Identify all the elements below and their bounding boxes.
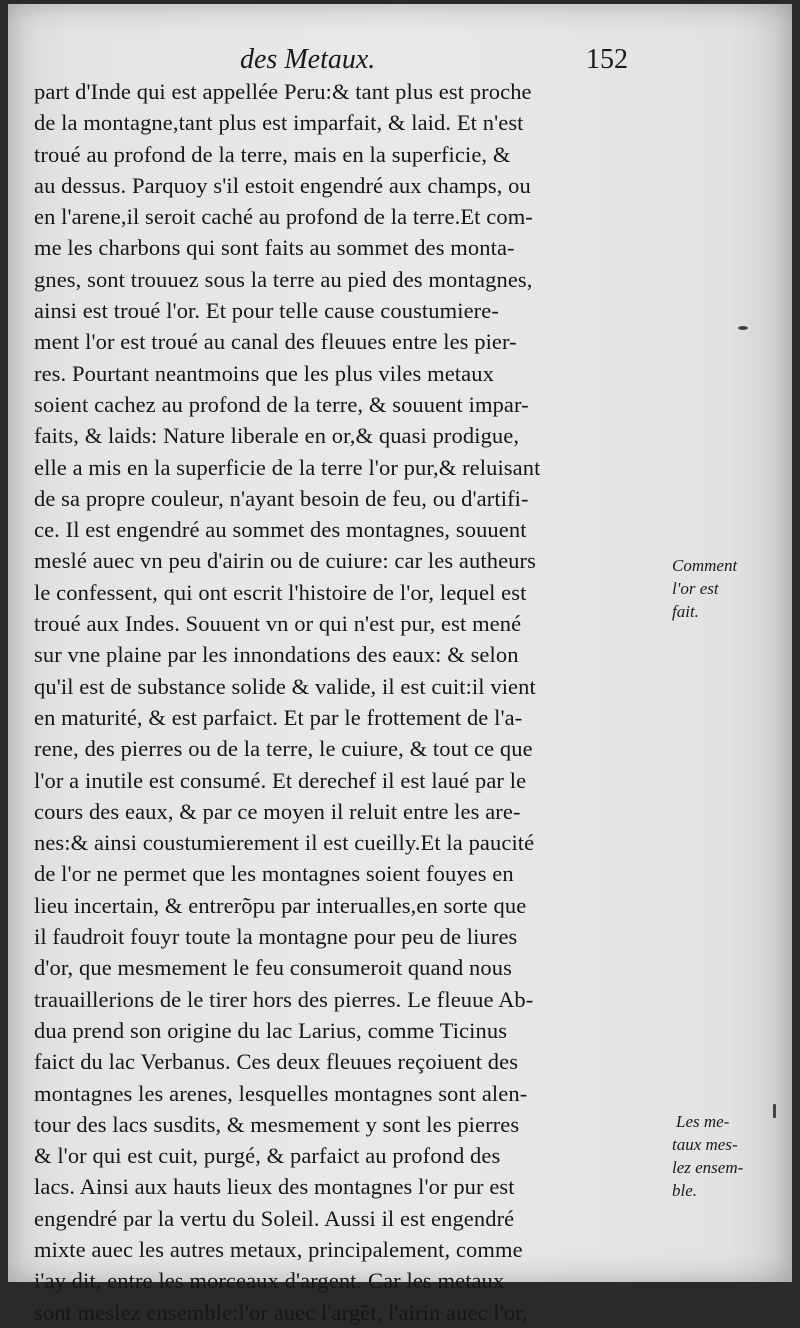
text-line: cours des eaux, & par ce moyen il reluit entre les are- <box>34 798 521 824</box>
ink-speck <box>773 1104 776 1118</box>
page-number: 152 <box>586 44 628 75</box>
text-line: soient cachez au profond de la terre, & souuent impar- <box>34 391 529 417</box>
marginal-note-line: lez ensem- <box>672 1158 744 1177</box>
text-line: lacs. Ainsi aux hauts lieux des montagnes l'or pur est <box>34 1174 515 1200</box>
text-line: res. Pourtant neantmoins que les plus viles metaux <box>34 360 494 386</box>
text-line: rene, des pierres ou de la terre, le cuiure, & tout ce que <box>34 736 533 762</box>
text-line: il faudroit fouyr toute la montagne pour peu de liures <box>34 924 518 950</box>
text-line: d'or, que mesmement le feu consumeroit quand nous <box>34 955 512 981</box>
text-line: tour des lacs susdits, & mesmement y sont les pierres <box>34 1111 520 1137</box>
text-line: dua prend son origine du lac Larius, comme Ticinus <box>34 1017 508 1043</box>
text-line: ment l'or est troué au canal des fleuues entre les pier- <box>34 329 517 355</box>
text-line: de l'or ne permet que les montagnes soient fouyes en <box>34 861 514 887</box>
marginal-note-line: l'or est <box>672 579 719 598</box>
text-line: me les charbons qui sont faits au sommet des monta- <box>34 235 515 261</box>
text-line: engendré par la vertu du Soleil. Aussi il est engendré <box>34 1205 515 1231</box>
text-line: au dessus. Parquoy s'il estoit engendré aux champs, ou <box>34 172 531 198</box>
text-line: en maturité, & est parfaict. Et par le frottement de l'a- <box>34 704 523 730</box>
book-page <box>8 4 792 1325</box>
marginal-note-line: taux mes- <box>672 1135 738 1154</box>
text-line: le confessent, qui ont escrit l'histoire de l'or, lequel est <box>34 579 527 605</box>
text-line: montagnes les arenes, lesquelles montagnes sont alen- <box>34 1080 528 1106</box>
text-line: sont meslez ensemble:l'or auec l'argẽt, l'airin auec l'or, <box>34 1299 528 1325</box>
text-line: elle a mis en la superficie de la terre l'or pur,& reluisant <box>34 454 541 480</box>
marginal-note-line: Les me- <box>676 1112 730 1131</box>
text-line: lieu incertain, & entrerõpu par interualles,en sorte que <box>34 892 527 918</box>
text-line: sur vne plaine par les innondations des eaux: & selon <box>34 642 519 668</box>
text-line: mixte auec les autres metaux, principalement, comme <box>34 1236 523 1262</box>
text-line: trauaillerions de le tirer hors des pierres. Le fleuue Ab- <box>34 986 534 1012</box>
text-line: en l'arene,il seroit caché au profond de la terre.Et com- <box>34 204 533 230</box>
text-line: troué au profond de la terre, mais en la superficie, & <box>34 141 511 167</box>
text-line: qu'il est de substance solide & valide, il est cuit:il vient <box>34 673 536 699</box>
marginal-note-how-gold-is-made <box>672 554 737 623</box>
text-line: l'or a inutile est consumé. Et derechef il est laué par le <box>34 767 527 793</box>
text-line: i'ay dit, entre les morceaux d'argent. Car les metaux <box>34 1268 505 1294</box>
text-line: nes:& ainsi coustumierement il est cueilly.Et la paucité <box>34 830 535 856</box>
text-line: de la montagne,tant plus est imparfait, & laid. Et n'est <box>34 110 524 136</box>
body-text <box>34 76 674 1328</box>
marginal-note-line: ble. <box>672 1181 698 1200</box>
text-line: de sa propre couleur, n'ayant besoin de feu, ou d'artifi- <box>34 485 529 511</box>
text-line: & l'or qui est cuit, purgé, & parfaict au profond des <box>34 1143 501 1169</box>
text-line: gnes, sont trouuez sous la terre au pied des montagnes, <box>34 266 533 292</box>
text-line: part d'Inde qui est appellée Peru:& tant plus est proche <box>34 79 532 104</box>
text-line: troué aux Indes. Souuent vn or qui n'est pur, est mené <box>34 611 522 637</box>
text-line: ainsi est troué l'or. Et pour telle cause coustumiere- <box>34 298 499 324</box>
text-line: faits, & laids: Nature liberale en or,& quasi prodigue, <box>34 423 520 449</box>
text-line: meslé auec vn peu d'airin ou de cuiure: car les autheurs <box>34 548 536 574</box>
text-line: ce. Il est engendré au sommet des montagnes, souuent <box>34 517 527 543</box>
running-head: des Metaux. <box>240 44 376 75</box>
marginal-note-line: fait. <box>672 602 699 621</box>
text-line: faict du lac Verbanus. Ces deux fleuues reçoiuent des <box>34 1049 519 1075</box>
marginal-note-metals-mixed <box>672 1110 743 1202</box>
marginal-note-line: Comment <box>672 556 738 575</box>
ink-speck <box>738 326 748 330</box>
